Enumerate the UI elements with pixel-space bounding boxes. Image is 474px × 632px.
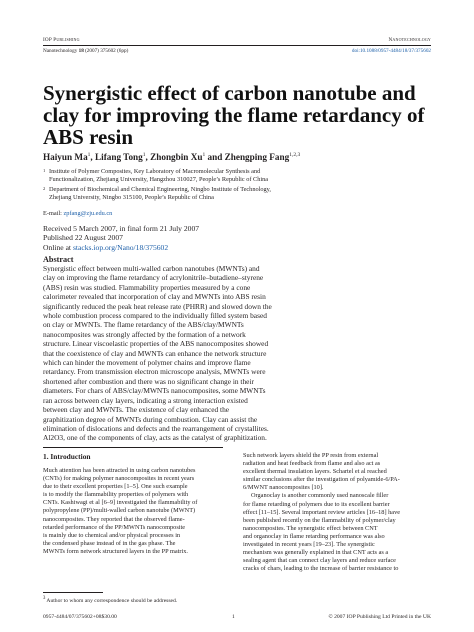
- email-line: [43, 210, 112, 218]
- received-date: Received 5 March 2007, in final form 21 July 2007: [43, 224, 200, 233]
- abstract-line: ran across between clay layers, indicating a strong interaction existed: [43, 395, 248, 405]
- affiliation-line: Functionalization, Zhejiang University, Hangzhou 310027, People’s Republic of China: [49, 176, 269, 183]
- abstract-line: retardancy. From transmission electron microscope analysis, MWNTs were: [43, 367, 266, 377]
- intro-line: cracks of chars, leading to the increase of barrier resistance to: [243, 565, 399, 573]
- intro-line: radiation and heat feedback from flame and also act as: [243, 460, 381, 468]
- intro-right-column: [243, 452, 431, 573]
- intro-line: polypropylene (PP)/multi-walled carbon nanotube (MWNT): [43, 507, 196, 515]
- intro-line: is to modify the flammability properties of polymers with: [43, 491, 189, 499]
- paper-title: Synergistic effect of carbon nanotube and clay for improving the flame retardancy of ABS resin: [43, 81, 425, 149]
- intro-line: CNTs. Kashiwagi et al [6–9] investigated the flammability of: [43, 499, 198, 507]
- affiliation-line: Department of Biochemical and Chemical Engineering, Ningbo Institute of Technology,: [49, 186, 271, 193]
- citation-rest: (2007) 375602 (6pp): [83, 48, 129, 54]
- footnote-mark: 3: [43, 596, 46, 601]
- intro-line: nanocomposites. They reported that the observed flame-: [43, 515, 185, 523]
- intro-line: the condensed phase instead of in the gas phase. The: [43, 539, 176, 547]
- email-label: E-mail:: [43, 210, 64, 217]
- abstract-body: [43, 264, 435, 443]
- citation-journal: Nanotechnology: [43, 48, 78, 54]
- intro-line: Organoclay is another commonly used nanoscale filler: [251, 492, 389, 500]
- intro-line: effect [11–15]. Several important review articles [16–18] have: [243, 508, 401, 516]
- abstract-line: calorimeter revealed that incorporation of clay and MWNTs into ABS resin: [43, 292, 266, 302]
- affiliation-2: [43, 186, 271, 202]
- journal-tag: Nanotechnology: [388, 37, 431, 43]
- intro-line: nanocomposites. The synergistic effect between CNT: [243, 524, 378, 532]
- author-sup: 1: [142, 152, 146, 158]
- intro-line: Such network layers shield the PP resin from external: [243, 452, 379, 459]
- page-number: 1: [232, 614, 235, 620]
- affiliation-number: 1: [43, 168, 46, 173]
- author-sup: 1: [202, 152, 206, 158]
- intro-line: 6/MWNT nanocomposites [10].: [243, 484, 324, 492]
- intro-line: similar conclusions after the investigation of polyamide-6/PA-: [243, 476, 400, 484]
- author-sup: 1,2,3: [289, 152, 301, 158]
- intro-line: mechanism was generally explained in that CNT acts as a: [243, 549, 389, 557]
- citation-line: [43, 48, 128, 55]
- online-line: [43, 243, 199, 252]
- footer-copyright: © 2007 IOP Publishing Ltd Printed in the UK: [328, 614, 431, 620]
- intro-line: is mainly due to chemical and/or physical processes in: [43, 531, 181, 539]
- footnote: [43, 596, 177, 604]
- intro-line: for flame retarding of polymers due to its excellent barrier: [243, 500, 390, 508]
- author-list: [43, 152, 300, 162]
- author-name: , Lifang Tong: [90, 152, 143, 163]
- intro-line: due to their excellent properties [1–5]. One such example: [43, 483, 188, 491]
- intro-line: (CNTs) for making polymer nanocomposites in recent years: [43, 475, 195, 483]
- abstract-line: diameters. For chars of ABS/clay/MWNTs nanocomposites, some MWNTs: [43, 386, 266, 396]
- abstract-line: elimination of dislocations and defects and the rearrangement of crystallites.: [43, 423, 269, 433]
- abstract-line: on clay or MWNTs. The flame retardancy of the ABS/clay/MWNTs: [43, 320, 244, 330]
- footnote-rule: [43, 592, 103, 593]
- author-sup: 1: [87, 152, 91, 158]
- abstract-line: significantly reduced the peak heat release rate (PHRR) and slowed down the: [43, 301, 272, 311]
- publisher-label: IOP Publishing: [43, 37, 80, 43]
- abstract-line: that the coexistence of clay and MWNTs can enhance the network structure: [43, 348, 267, 358]
- online-link[interactable]: stacks.iop.org/Nano/18/375602: [72, 242, 169, 252]
- email-link[interactable]: zpfang@zju.edu.cn: [63, 210, 113, 217]
- published-date: Published 22 August 2007: [43, 233, 123, 243]
- publication-dates: [43, 224, 199, 252]
- online-prefix: Online at: [43, 242, 73, 252]
- abstract-heading: Abstract: [43, 255, 74, 264]
- intro-line: and organoclay in flame retarding performance was also: [243, 532, 385, 540]
- section-rule: [43, 447, 223, 448]
- citation-volume: 18: [78, 48, 84, 54]
- intro-line: investigated in recent years [19–23]. The synergistic: [243, 541, 375, 549]
- affiliation-line: Institute of Polymer Composites, Key Laboratory of Macromolecular Synthesis and: [49, 168, 261, 175]
- abstract-line: Al2O3, one of the components of clay, acts as the catalyst of graphitization.: [43, 433, 267, 443]
- abstract-line: which can hinder the movement of polymer chains and improve flame: [43, 358, 251, 368]
- intro-line: been published recently on the flammability of polymer/clay: [243, 516, 396, 524]
- affiliation-line: Zhejiang University, Ningbo 315100, People’s Republic of China: [49, 194, 214, 201]
- abstract-line: Synergistic effect between multi-walled carbon nanotubes (MWNTs) and: [43, 264, 260, 273]
- abstract-line: structure. Linear viscoelastic properties of the ABS nanocomposites showed: [43, 339, 269, 349]
- intro-line: MWNTs form network structured layers in the PP matrix.: [43, 547, 189, 555]
- abstract-line: graphitization degree of MWNTs during combustion. Clay can assist the: [43, 414, 258, 424]
- doi-link[interactable]: [352, 48, 431, 55]
- affiliation-number: 2: [43, 186, 46, 191]
- intro-line: retarded performance of the PP/MWNTs nanocomposite: [43, 523, 186, 531]
- intro-line: excellent thermal insulation layers. Schartel et al reached: [243, 468, 387, 476]
- intro-left-column: [43, 467, 229, 556]
- footer-code: 0957-4484/07/375602+08$30.00: [43, 614, 117, 620]
- affiliation-1: [43, 168, 268, 184]
- author-name: , Zhongbin Xu: [145, 152, 203, 163]
- intro-heading: 1. Introduction: [43, 452, 91, 461]
- abstract-line: nanocomposites was strongly affected by the formation of a network: [43, 329, 246, 339]
- footnote-text: Author to whom any correspondence should be addressed.: [45, 597, 178, 604]
- author-name: and Zhengping Fang: [205, 152, 290, 163]
- abstract-line: between clay and MWNTs. The existence of clay enhanced the: [43, 405, 230, 415]
- intro-line: Much attention has been attracted in using carbon nanotubes: [43, 467, 196, 474]
- abstract-line: (ABS) resin was studied. Flammability properties measured by a cone: [43, 282, 251, 292]
- doi-text: doi:10.1088/0957-4484/18/37/375602: [351, 48, 431, 54]
- abstract-line: shortened after combustion and there was no significant change in their: [43, 376, 254, 386]
- intro-line: sealing agent that can connect clay layers and reduce surface: [243, 557, 396, 565]
- abstract-line: whole combustion process compared to the individually filled system based: [43, 311, 267, 321]
- abstract-line: clay on improving the flame retardancy of acrylonitrile–butadiene–styrene: [43, 273, 264, 283]
- author-name: Haiyun Ma: [43, 152, 88, 163]
- header-rule: [43, 45, 431, 46]
